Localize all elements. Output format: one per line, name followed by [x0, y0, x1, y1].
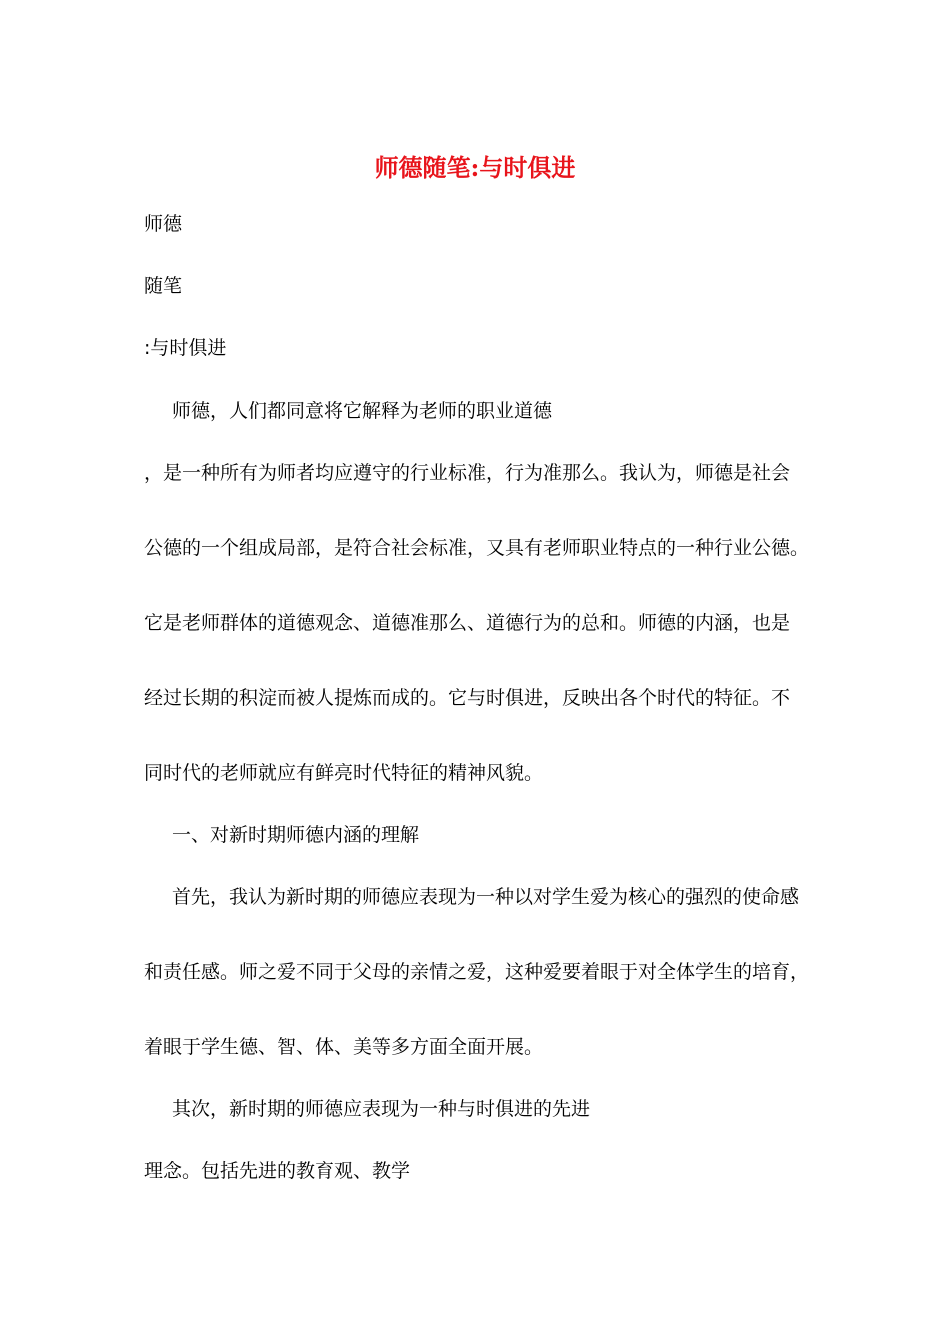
document-title: 师德随笔:与时俱进	[374, 153, 576, 182]
text-line: :与时俱进	[144, 337, 227, 359]
section-heading: 一、对新时期师德内涵的理解	[172, 824, 420, 846]
text-line: 随笔	[144, 275, 183, 297]
paragraph-first-line: 其次，新时期的师德应表现为一种与时俱进的先进	[172, 1098, 591, 1120]
text-line: 它是老师群体的道德观念、道德准那么、道德行为的总和。师德的内涵，也是	[144, 612, 791, 634]
text-line: 和责任感。师之爱不同于父母的亲情之爱，这种爱要着眼于对全体学生的培育，	[144, 961, 810, 983]
paragraph-first-line: 师德，人们都同意将它解释为老师的职业道德	[172, 400, 553, 422]
text-line: 理念。包括先进的教育观、教学	[144, 1160, 411, 1182]
text-line: 公德的一个组成局部，是符合社会标准，又具有老师职业特点的一种行业公德。	[144, 537, 810, 559]
text-line: 师德	[144, 213, 183, 235]
text-line: ，是一种所有为师者均应遵守的行业标准，行为准那么。我认为，师德是社会	[144, 462, 791, 484]
text-line: 经过长期的积淀而被人提炼而成的。它与时俱进，反映出各个时代的特征。不	[144, 687, 791, 709]
text-line: 着眼于学生德、智、体、美等多方面全面开展。	[144, 1036, 544, 1058]
paragraph-first-line: 首先，我认为新时期的师德应表现为一种以对学生爱为核心的强烈的使命感	[172, 886, 800, 908]
text-line: 同时代的老师就应有鲜亮时代特征的精神风貌。	[144, 762, 544, 784]
